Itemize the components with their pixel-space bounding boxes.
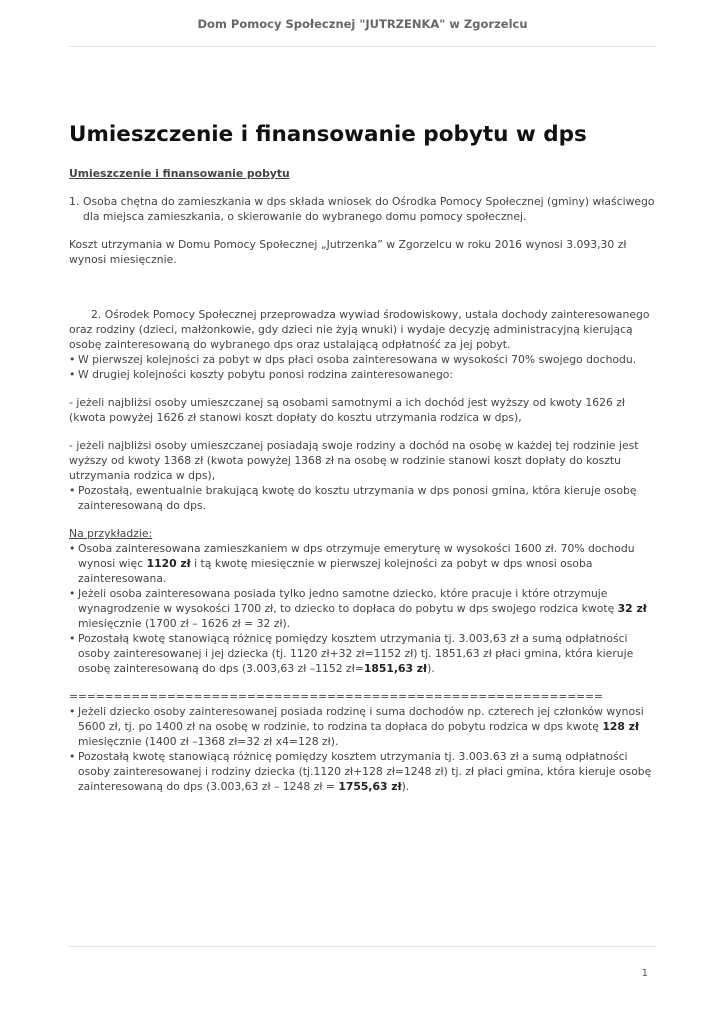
condition-family: - jeżeli najbliżsi osoby umieszczanej posiadają swoje rodziny a dochód na osobę w każdej tej rodzinie jest wyższy od kwoty 1368 zł (kwota powyżej 1368 zł na osobę w rodzinie stanowi koszt dopłaty do kosztu utrzymania rodzica w dps), [69,439,639,482]
text-segment: Jeżeli osoba zainteresowana posiada tylko jedno samotne dziecko, które pracuje i które otrzymuje wynagrodzenie w wysokości 1700 zł, to dziecko to dopłaca do pobytu w dps swojego rodzica kwotę [78,587,618,615]
text-segment: ). [401,780,410,793]
numbered-item-1 [69,194,659,224]
amount-bold: 32 zł [617,602,647,615]
list-item [69,586,659,631]
text-segment: i tą kwotę miesięcznie w pierwszej kolejności za pobyt w dps wnosi osoba zainteresowana. [78,557,593,585]
example-list-2 [69,704,659,794]
item-number: 1. [69,195,80,208]
list-item [69,704,659,749]
page-number: 1 [641,968,648,979]
document-body [69,118,659,794]
header-divider [69,46,656,47]
document-header: Dom Pomocy Społecznej "JUTRZENKA" w Zgorzelcu [197,17,528,31]
footer-divider [69,946,656,947]
list-item: • Pozostałą, ewentualnie brakującą kwotę do kosztu utrzymania w dps ponosi gmina, która kieruje osobę zainteresowaną do dps. [69,483,659,513]
page-title: Umieszczenie i finansowanie pobytu w dps [69,122,587,147]
text-segment: Pozostałą kwotę stanowiącą różnicę pomiędzy kosztem utrzymania tj. 3.003,63 zł a sumą odpłatności osoby zainteresowanej i jej dziecka (tj. 1120 zł+32 zł=1152 zł) tj. 1851,63 zł płaci gmina, która kieruje osobę zainteresowaną do dps (3.003,63 zł –1152 zł= [78,632,634,675]
amount-bold: 128 zł [602,720,639,733]
list-item [69,631,659,676]
text-segment: miesięcznie (1400 zł –1368 zł=32 zł x4=128 zł). [78,735,339,748]
amount-bold: 1851,63 zł [363,662,428,675]
separator-line: ============================================================ [69,690,603,703]
example-heading: Na przykładzie: [69,527,153,540]
list-item: • W pierwszej kolejności za pobyt w dps płaci osoba zainteresowana w wysokości 70% swojego dochodu. [69,352,659,367]
numbered-item-2: 2. Ośrodek Pomocy Społecznej przeprowadza wywiad środowiskowy, ustala dochody zainteresowanego oraz rodziny (dzieci, małżonkowie, gdy dzieci nie żyją wnuki) i wydaje decyzję administracyjną kierującą osobę zainteresowaną do wybranego dps oraz ustalającą odpłatność za jej pobyt. [69,308,650,351]
gmina-list [69,483,659,513]
example-list-1 [69,541,659,676]
text-segment: Pozostałą kwotę stanowiącą różnicę pomiędzy kosztem utrzymania tj. 3.003.63 zł a sumą odpłatności osoby zainteresowanej i rodziny dziecka (tj.1120 zł+128 zł=1248 zł) tj. zł płaci gmina, która kieruje osobę zainteresowaną do dps (3.003,63 zł – 1248 zł = [78,750,652,793]
section-subtitle: Umieszczenie i finansowanie pobytu [69,167,290,180]
amount-bold: 1755,63 zł [338,780,402,793]
list-item: • W drugiej kolejności koszty pobytu ponosi rodzina zainteresowanego: [69,367,659,382]
condition-single: - jeżeli najbliżsi osoby umieszczanej są osobami samotnymi a ich dochód jest wyższy od kwoty 1626 zł (kwota powyżej 1626 zł stanowi koszt dopłaty do kosztu utrzymania rodzica w dps), [69,396,626,424]
text-segment: Jeżeli dziecko osoby zainteresowanej posiada rodzinę i suma dochodów np. czterech jej członków wynosi 5600 zł, tj. po 1400 zł na osobę w rodzinie, to rodzina ta dopłaca do pobytu rodzica w dps kwotę [78,705,644,733]
text-segment: miesięcznie (1700 zł – 1626 zł = 32 zł). [78,617,291,630]
text-segment: Osoba zainteresowana zamieszkaniem w dps otrzymuje emeryturę w wysokości 1600 zł. 70% dochodu wynosi więc [78,542,635,570]
payment-order-list [69,352,659,382]
item-text: Osoba chętna do zamieszkania w dps składa wniosek do Ośrodka Pomocy Społecznej (gminy) właściwego dla miejsca zamieszkania, o skierowanie do wybranego domu pomocy społecznej. [83,195,655,223]
cost-paragraph: Koszt utrzymania w Domu Pomocy Społecznej „Jutrzenka” w Zgorzelcu w roku 2016 wynosi 3.093,30 zł wynosi miesięcznie. [69,238,627,266]
list-item [69,541,659,586]
amount-bold: 1120 zł [146,557,191,570]
list-item [69,749,659,794]
text-segment: ). [427,662,435,675]
